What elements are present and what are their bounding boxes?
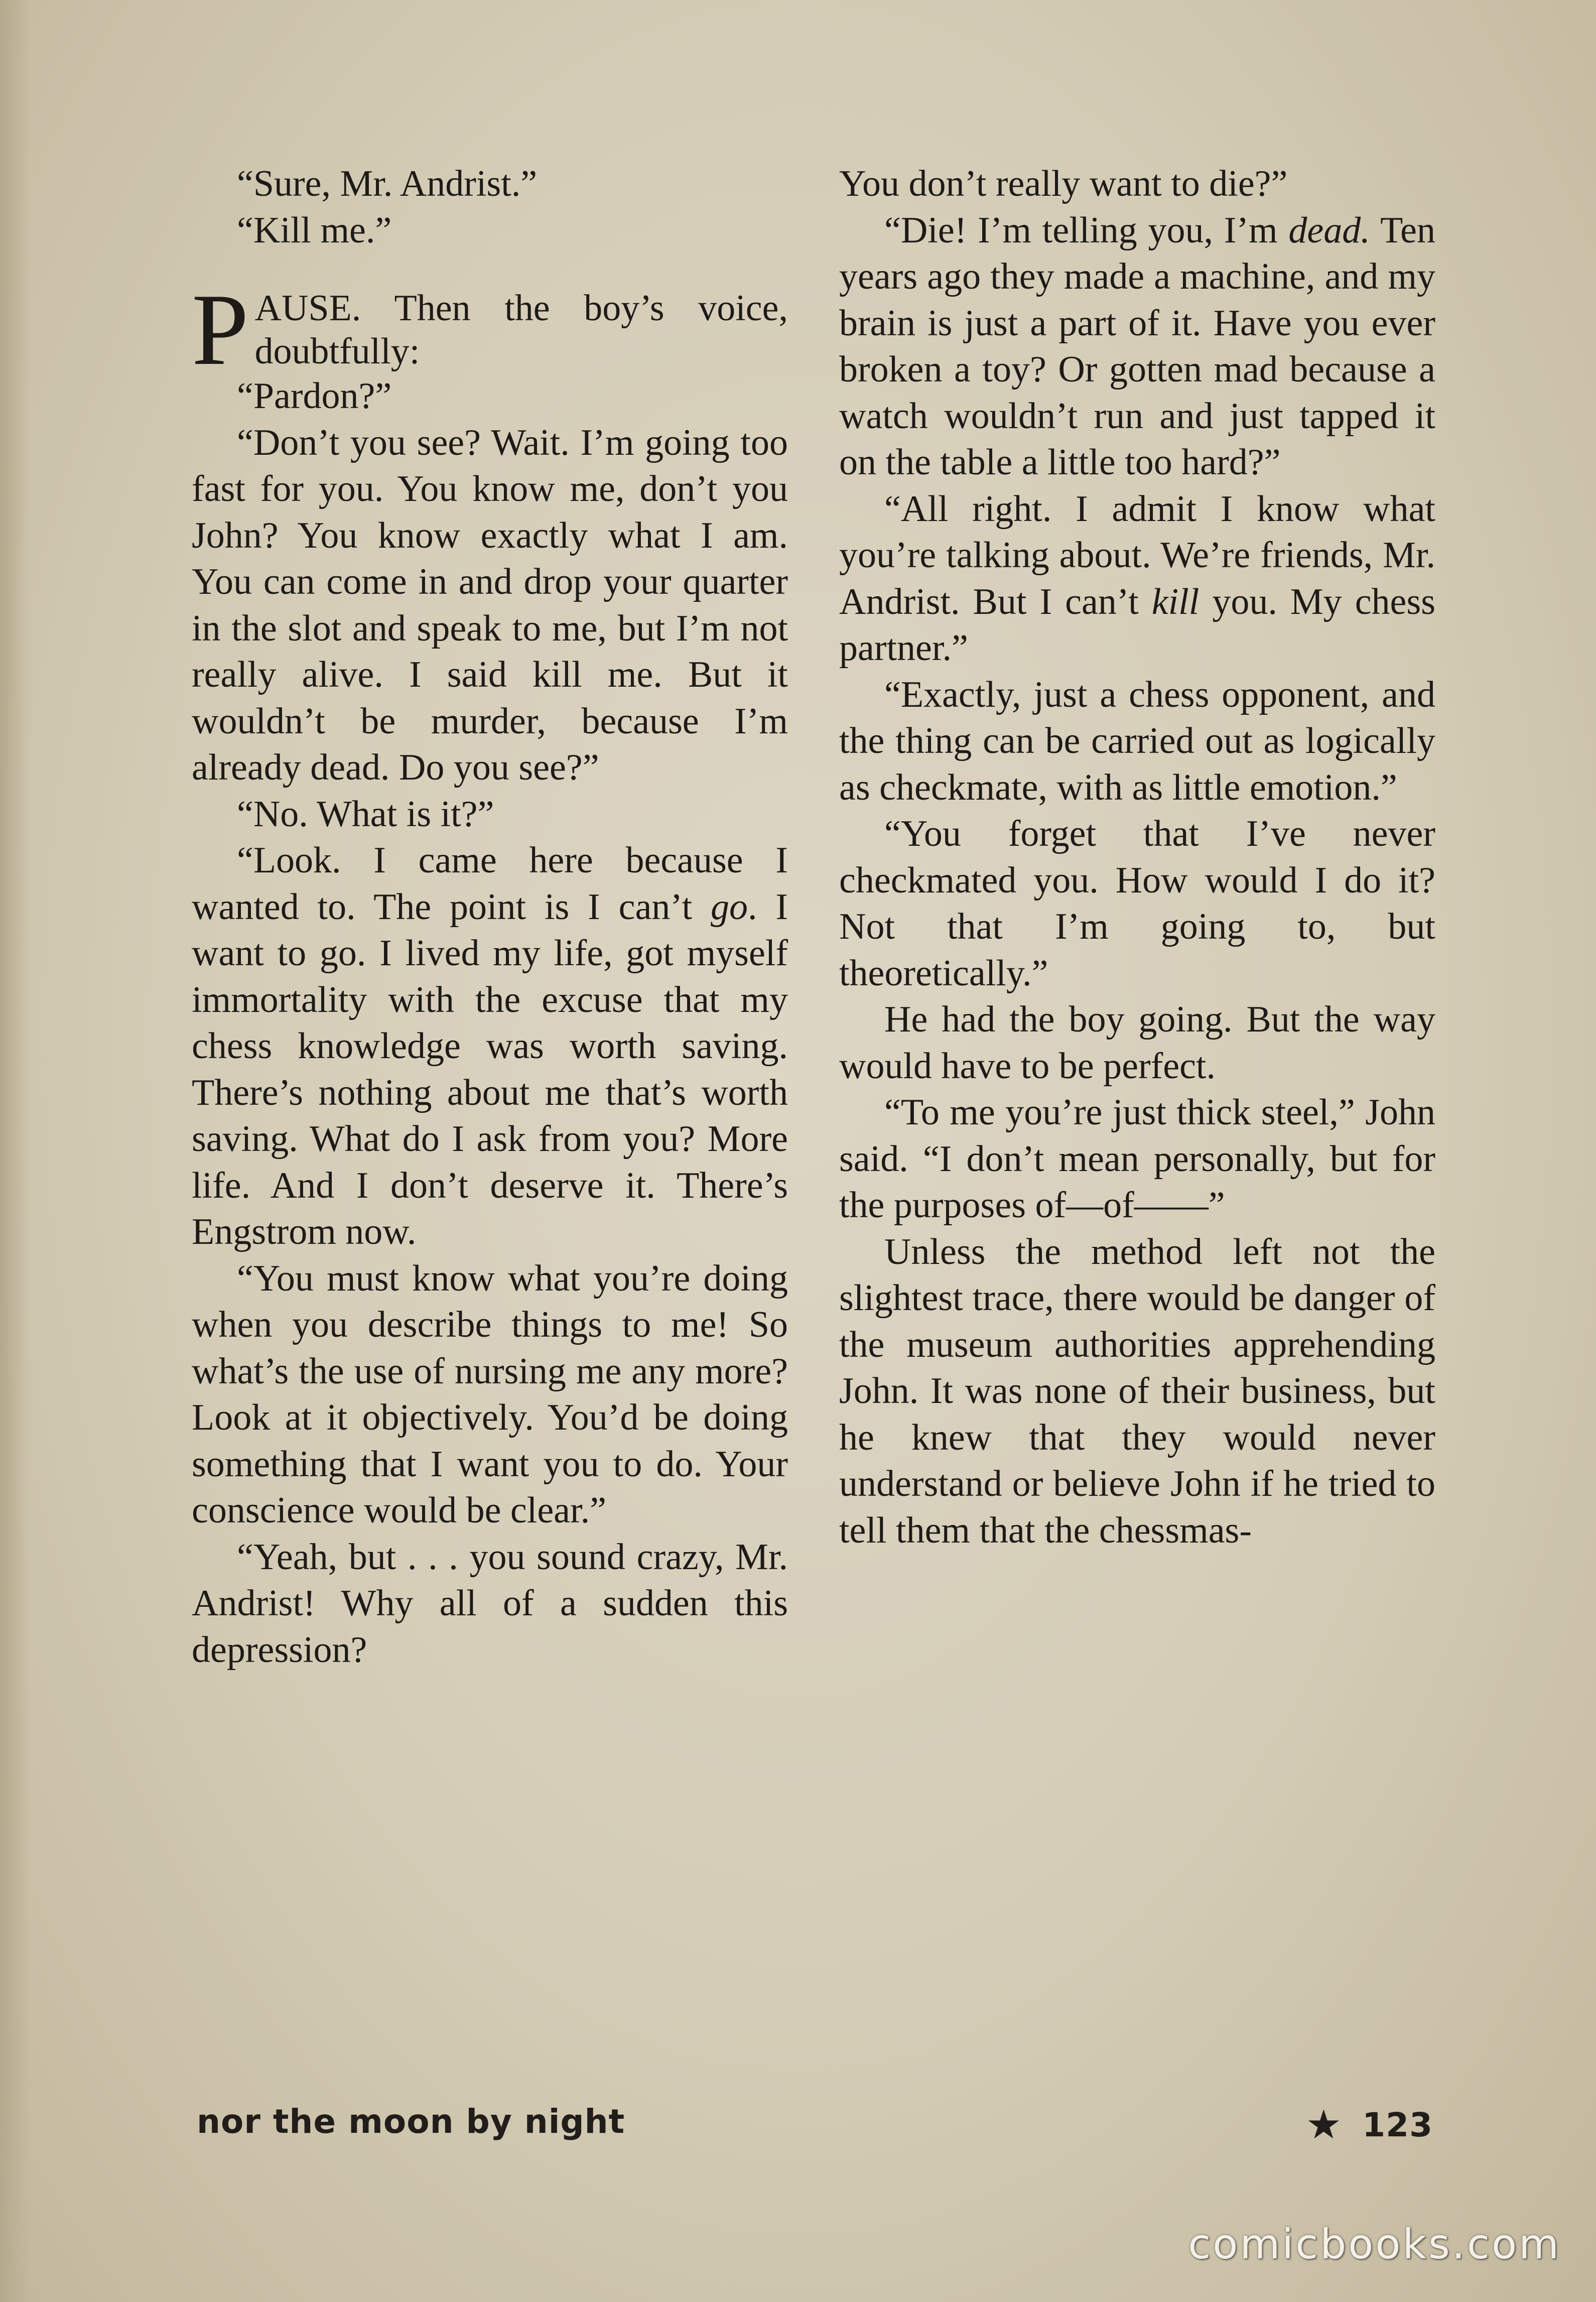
paragraph: “Don’t you see? Wait. I’m going too fast for you. You know me, don’t you John? You know exactly what I am. You can come in and drop your quarter in the slot and speak to me, but I’m not really alive. I said kill me. But it wouldn’t be murder, because I’m already dead. Do you see?” xyxy=(192,422,788,788)
page-number: 123 xyxy=(1362,2105,1433,2144)
paragraph-text: “All right. I admit I know what you’re talking about. We’re friends, Mr. Andrist. But I can’t xyxy=(839,488,1435,622)
emphasis-text: go xyxy=(711,886,748,928)
right-text-column xyxy=(839,161,1435,1554)
left-text-column xyxy=(192,161,788,1673)
page-number-footer xyxy=(1306,2102,1433,2147)
paragraph-text: AUSE. Then the boy’s voice, doubtfully: xyxy=(254,288,788,372)
paragraph: “Kill me.” xyxy=(237,209,392,251)
paragraph-text: “Look. I came here because I wanted to. The point is I can’t xyxy=(192,840,788,928)
paragraph: “To me you’re just thick steel,” John said. “I don’t mean personally, but for the purposes of—of——” xyxy=(839,1092,1435,1226)
paragraph xyxy=(839,486,1435,672)
paragraph: “Yeah, but . . . you sound crazy, Mr. Andrist! Why all of a sudden this depression? xyxy=(192,1536,788,1671)
paragraph-text: Ten years ago they made a machine, and my brain is just a part of it. Have you ever broken a toy? Or gotten mad because a watch wouldn’t run and just tapped it on the table a little too hard?” xyxy=(839,209,1435,483)
paragraph: “Pardon?” xyxy=(237,375,392,417)
emphasis-text: kill xyxy=(1151,581,1200,622)
paragraph: “You forget that I’ve never checkmated you. How would I do it? Not that I’m going to, but theoretically.” xyxy=(839,813,1435,994)
drop-cap: P xyxy=(192,273,249,387)
paragraph-text: “Die! I’m telling you, I’m xyxy=(884,209,1289,251)
running-footer-title: nor the moon by night xyxy=(197,2102,625,2141)
section-opening-paragraph xyxy=(192,273,788,387)
paragraph: Unless the method left not the slightest trace, there would be danger of the museum authorities apprehending John. It was none of their business, but he knew that they would never understand or believe John if he tried to tell them that the chessmas- xyxy=(839,1231,1435,1551)
site-watermark: comicbooks.com xyxy=(1188,2221,1561,2268)
paragraph-text: . I want to go. I lived my life, got myself immortality with the excuse that my chess knowledge was worth saving. There’s nothing about me that’s worth saving. What do I ask from you? More life. And I don’t deserve it. There’s Engstrom now. xyxy=(192,886,788,1252)
paragraph: He had the boy going. But the way would have to be perfect. xyxy=(839,999,1435,1087)
star-icon: ★ xyxy=(1305,2101,1343,2148)
paragraph xyxy=(192,837,788,1255)
paragraph: “No. What is it?” xyxy=(237,793,494,835)
paragraph: “You must know what you’re doing when you describe things to me! So what’s the use of nursing me any more? Look at it objectively. You’d be doing something that I want you to do. Your conscience would be clear.” xyxy=(192,1257,788,1531)
paragraph xyxy=(839,207,1435,486)
paragraph: You don’t really want to die?” xyxy=(839,163,1288,204)
emphasis-text: dead. xyxy=(1288,209,1370,251)
paragraph: “Sure, Mr. Andrist.” xyxy=(237,163,538,204)
paragraph: “Exactly, just a chess opponent, and the thing can be carried out as logically as checkmate, with as little emotion.” xyxy=(839,674,1435,808)
page-binding-edge xyxy=(0,0,30,2302)
paragraph-text: you. My chess partner.” xyxy=(839,581,1435,669)
